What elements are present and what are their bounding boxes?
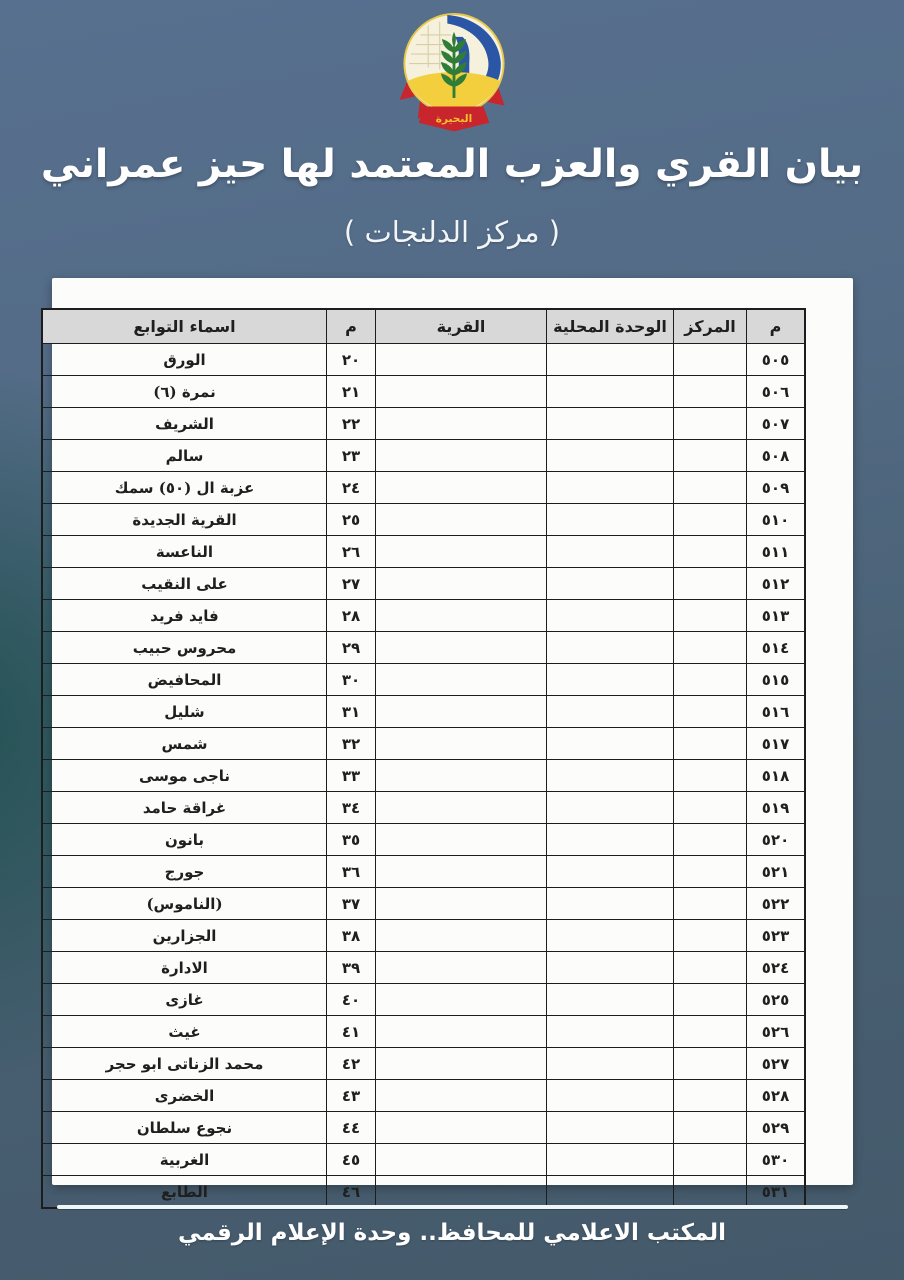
cell-center [674,536,747,568]
cell-center [674,632,747,664]
column-header-center: المركز [674,309,747,344]
cell-local_unit [547,408,674,440]
cell-local_unit [547,760,674,792]
cell-serial: ٥٢٢ [747,888,806,920]
cell-sub_serial: ٣١ [327,696,376,728]
cell-center [674,984,747,1016]
cell-followers: نجوع سلطان [42,1112,327,1144]
cell-center [674,696,747,728]
table-row [42,376,805,408]
beheira-governorate-logo [392,10,516,142]
cell-center [674,760,747,792]
cell-sub_serial: ٣٤ [327,792,376,824]
cell-center [674,664,747,696]
cell-followers: سالم [42,440,327,472]
cell-local_unit [547,1176,674,1209]
cell-local_unit [547,600,674,632]
footer-divider [57,1205,848,1209]
cell-center [674,344,747,376]
cell-sub_serial: ٣٥ [327,824,376,856]
cell-village [376,1016,547,1048]
cell-followers: غراقة حامد [42,792,327,824]
cell-local_unit [547,824,674,856]
cell-center [674,728,747,760]
cell-local_unit [547,632,674,664]
cell-village [376,792,547,824]
cell-serial: ٥٢٠ [747,824,806,856]
table-row [42,824,805,856]
table-row [42,1144,805,1176]
table-row [42,984,805,1016]
cell-center [674,440,747,472]
cell-serial: ٥١٧ [747,728,806,760]
cell-village [376,472,547,504]
cell-sub_serial: ٢٩ [327,632,376,664]
cell-followers: الادارة [42,952,327,984]
cell-village [376,920,547,952]
cell-followers: ناجى موسى [42,760,327,792]
logo-banner-text: البحيرة [435,112,473,125]
cell-center [674,1176,747,1209]
cell-followers: شليل [42,696,327,728]
table-row [42,760,805,792]
cell-village [376,760,547,792]
cell-serial: ٥٢٧ [747,1048,806,1080]
villages-table [41,308,806,1209]
cell-serial: ٥٢٤ [747,952,806,984]
cell-followers: الغربية [42,1144,327,1176]
table-row [42,632,805,664]
cell-village [376,952,547,984]
cell-village [376,600,547,632]
cell-sub_serial: ٣٩ [327,952,376,984]
cell-center [674,1048,747,1080]
table-row [42,408,805,440]
cell-village [376,984,547,1016]
cell-followers: غيث [42,1016,327,1048]
cell-followers: الخضرى [42,1080,327,1112]
page-subtitle: ( مركز الدلنجات ) [343,215,561,249]
cell-local_unit [547,952,674,984]
cell-center [674,920,747,952]
cell-followers: على النقيب [42,568,327,600]
cell-serial: ٥٢٩ [747,1112,806,1144]
column-header-local-unit: الوحدة المحلية [547,309,674,344]
cell-serial: ٥٢٦ [747,1016,806,1048]
page-title: بيان القري والعزب المعتمد لها حيز عمراني [40,142,864,187]
cell-followers: غازى [42,984,327,1016]
cell-local_unit [547,504,674,536]
table-row [42,888,805,920]
cell-village [376,568,547,600]
table-row [42,536,805,568]
cell-serial: ٥٠٧ [747,408,806,440]
cell-local_unit [547,856,674,888]
column-header-serial: م [747,309,806,344]
cell-local_unit [547,1144,674,1176]
table-header-row [42,309,805,344]
table-row [42,1080,805,1112]
table-row [42,440,805,472]
cell-followers: الطابع [42,1176,327,1209]
cell-serial: ٥٢٥ [747,984,806,1016]
cell-followers: (الناموس) [42,888,327,920]
cell-followers: نمرة (٦) [42,376,327,408]
cell-center [674,1080,747,1112]
cell-village [376,728,547,760]
cell-sub_serial: ٣٠ [327,664,376,696]
table-row [42,856,805,888]
cell-serial: ٥١٠ [747,504,806,536]
cell-followers: محمد الزناتى ابو حجر [42,1048,327,1080]
cell-sub_serial: ٣٦ [327,856,376,888]
cell-local_unit [547,568,674,600]
column-header-village: القرية [376,309,547,344]
table-row [42,952,805,984]
cell-local_unit [547,1080,674,1112]
table-row [42,1176,805,1209]
cell-serial: ٥١٨ [747,760,806,792]
cell-sub_serial: ٣٨ [327,920,376,952]
cell-local_unit [547,440,674,472]
cell-sub_serial: ٣٣ [327,760,376,792]
cell-sub_serial: ٤١ [327,1016,376,1048]
cell-followers: القرية الجديدة [42,504,327,536]
cell-village [376,1176,547,1209]
cell-local_unit [547,888,674,920]
column-header-sub-serial: م [327,309,376,344]
cell-serial: ٥١١ [747,536,806,568]
cell-village [376,1144,547,1176]
table-body [42,344,805,1209]
cell-center [674,600,747,632]
cell-local_unit [547,664,674,696]
cell-serial: ٥١٩ [747,792,806,824]
table-row [42,920,805,952]
cell-sub_serial: ٢٣ [327,440,376,472]
cell-serial: ٥٠٦ [747,376,806,408]
emblem-graphic [392,10,516,142]
cell-followers: محروس حبيب [42,632,327,664]
table-row [42,1048,805,1080]
table-row [42,1016,805,1048]
cell-serial: ٥٢٨ [747,1080,806,1112]
document-sheet [52,278,853,1201]
cell-center [674,472,747,504]
cell-serial: ٥١٥ [747,664,806,696]
cell-center [674,408,747,440]
cell-local_unit [547,696,674,728]
cell-serial: ٥٢١ [747,856,806,888]
cell-sub_serial: ٤٦ [327,1176,376,1209]
cell-center [674,1112,747,1144]
cell-sub_serial: ٣٧ [327,888,376,920]
cell-center [674,504,747,536]
cell-center [674,856,747,888]
cell-local_unit [547,536,674,568]
cell-village [376,664,547,696]
cell-center [674,792,747,824]
cell-serial: ٥١٤ [747,632,806,664]
cell-sub_serial: ٢٨ [327,600,376,632]
cell-local_unit [547,728,674,760]
cell-village [376,856,547,888]
cell-center [674,568,747,600]
cell-village [376,440,547,472]
cell-center [674,952,747,984]
cell-village [376,888,547,920]
cell-village [376,824,547,856]
cell-local_unit [547,376,674,408]
table-header [42,309,805,344]
cell-local_unit [547,920,674,952]
cell-sub_serial: ٤٣ [327,1080,376,1112]
cell-serial: ٥٢٣ [747,920,806,952]
cell-serial: ٥٠٥ [747,344,806,376]
cell-followers: شمس [42,728,327,760]
cell-serial: ٥٣٠ [747,1144,806,1176]
table-row [42,472,805,504]
cell-sub_serial: ٤٠ [327,984,376,1016]
cell-local_unit [547,1048,674,1080]
cell-local_unit [547,472,674,504]
cell-village [376,376,547,408]
cell-local_unit [547,984,674,1016]
cell-village [376,1048,547,1080]
table-row [42,344,805,376]
cell-sub_serial: ٢٦ [327,536,376,568]
cell-followers: جورج [42,856,327,888]
cell-sub_serial: ٤٢ [327,1048,376,1080]
cell-village [376,408,547,440]
column-header-followers: اسماء التوابع [42,309,327,344]
cell-followers: عزبة ال (٥٠) سمك [42,472,327,504]
table-row [42,1112,805,1144]
footer-text: المكتب الاعلامي للمحافظ.. وحدة الإعلام الرقمي [178,1220,726,1246]
cell-sub_serial: ٣٢ [327,728,376,760]
cell-sub_serial: ٢٧ [327,568,376,600]
cell-local_unit [547,1016,674,1048]
cell-followers: الجزارين [42,920,327,952]
cell-serial: ٥٠٩ [747,472,806,504]
cell-serial: ٥١٦ [747,696,806,728]
cell-followers: الناعسة [42,536,327,568]
cell-followers: الشريف [42,408,327,440]
table-row [42,696,805,728]
cell-center [674,1016,747,1048]
cell-serial: ٥٠٨ [747,440,806,472]
cell-village [376,536,547,568]
cell-local_unit [547,792,674,824]
cell-serial: ٥٣١ [747,1176,806,1209]
cell-sub_serial: ٢١ [327,376,376,408]
table-row [42,600,805,632]
table-row [42,568,805,600]
cell-serial: ٥١٢ [747,568,806,600]
cell-sub_serial: ٤٥ [327,1144,376,1176]
table-row [42,792,805,824]
cell-local_unit [547,344,674,376]
cell-center [674,888,747,920]
cell-sub_serial: ٢٥ [327,504,376,536]
cell-center [674,1144,747,1176]
cell-village [376,1080,547,1112]
cell-village [376,632,547,664]
cell-sub_serial: ٢٢ [327,408,376,440]
table-row [42,504,805,536]
cell-followers: المحافيض [42,664,327,696]
cell-village [376,1112,547,1144]
cell-village [376,504,547,536]
cell-local_unit [547,1112,674,1144]
cell-village [376,344,547,376]
cell-center [674,376,747,408]
table-row [42,728,805,760]
table-row [42,664,805,696]
cell-followers: الورق [42,344,327,376]
cell-followers: فايد فريد [42,600,327,632]
cell-sub_serial: ٤٤ [327,1112,376,1144]
cell-village [376,696,547,728]
cell-followers: بانون [42,824,327,856]
cell-sub_serial: ٢٤ [327,472,376,504]
cell-sub_serial: ٢٠ [327,344,376,376]
cell-center [674,824,747,856]
cell-serial: ٥١٣ [747,600,806,632]
